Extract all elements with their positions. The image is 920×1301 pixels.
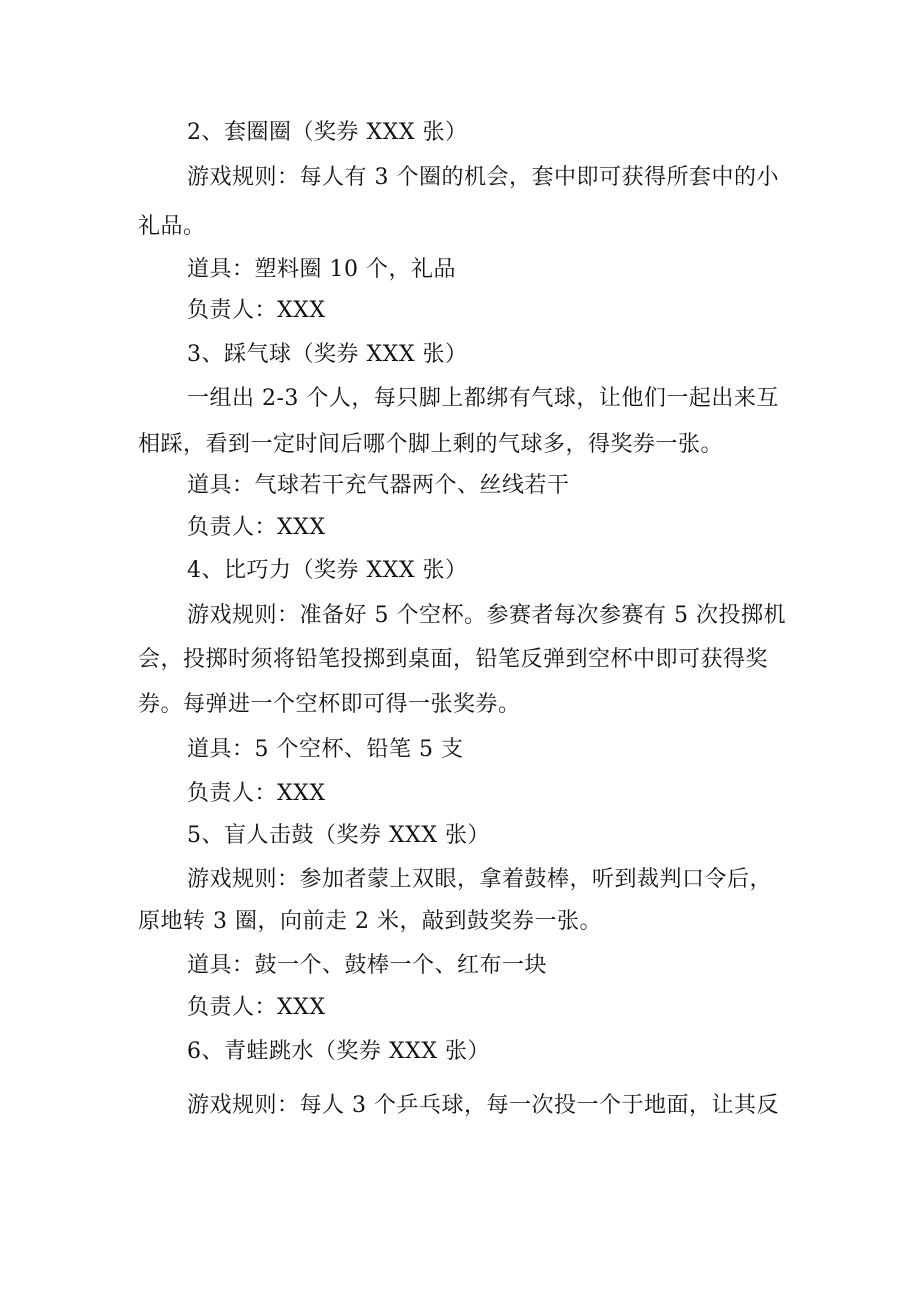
props-line: 道具：5 个空杯、铅笔 5 支 [187,737,464,762]
props-line: 道具：塑料圈 10 个，礼品 [187,257,456,282]
owner-line: 负责人：XXX [187,995,326,1020]
owner-line: 负责人：XXX [187,298,326,323]
section-heading-skill-toss: 4、比巧力（奖券 XXX 张） [187,558,468,583]
owner-line: 负责人：XXX [187,781,326,806]
paragraph-line: 游戏规则：参加者蒙上双眼，拿着鼓棒，听到裁判口令后， [187,867,773,892]
section-heading-frog-jump: 6、青蛙跳水（奖券 XXX 张） [187,1039,490,1064]
props-line: 道具：鼓一个、鼓棒一个、红布一块 [187,953,548,978]
paragraph-line: 游戏规则：每人有 3 个圈的机会，套中即可获得所套中的小 [187,165,779,190]
section-heading-balloon-stomp: 3、踩气球（奖券 XXX 张） [187,342,468,367]
props-line: 道具：气球若干充气器两个、丝线若干 [187,473,570,498]
section-heading-blind-drum: 5、盲人击鼓（奖券 XXX 张） [187,823,490,848]
paragraph-line: 游戏规则：准备好 5 个空杯。参赛者每次参赛有 5 次投掷机 [187,603,786,628]
owner-line: 负责人：XXX [187,515,326,540]
paragraph-line: 原地转 3 圈，向前走 2 米，敲到鼓奖券一张。 [138,909,602,934]
paragraph-line: 会，投掷时须将铅笔投掷到桌面，铅笔反弹到空杯中即可获得奖 [138,647,769,672]
paragraph-line: 券。每弹进一个空杯即可得一张奖券。 [138,692,521,717]
paragraph-line: 一组出 2-3 个人，每只脚上都绑有气球，让他们一起出来互 [187,386,779,411]
section-heading-ring-toss: 2、套圈圈（奖券 XXX 张） [187,120,468,145]
paragraph-line: 游戏规则：每人 3 个乒乓球，每一次投一个于地面，让其反 [187,1093,779,1118]
paragraph-line: 相踩，看到一定时间后哪个脚上剩的气球多，得奖券一张。 [138,432,724,457]
paragraph-line: 礼品。 [138,214,206,239]
